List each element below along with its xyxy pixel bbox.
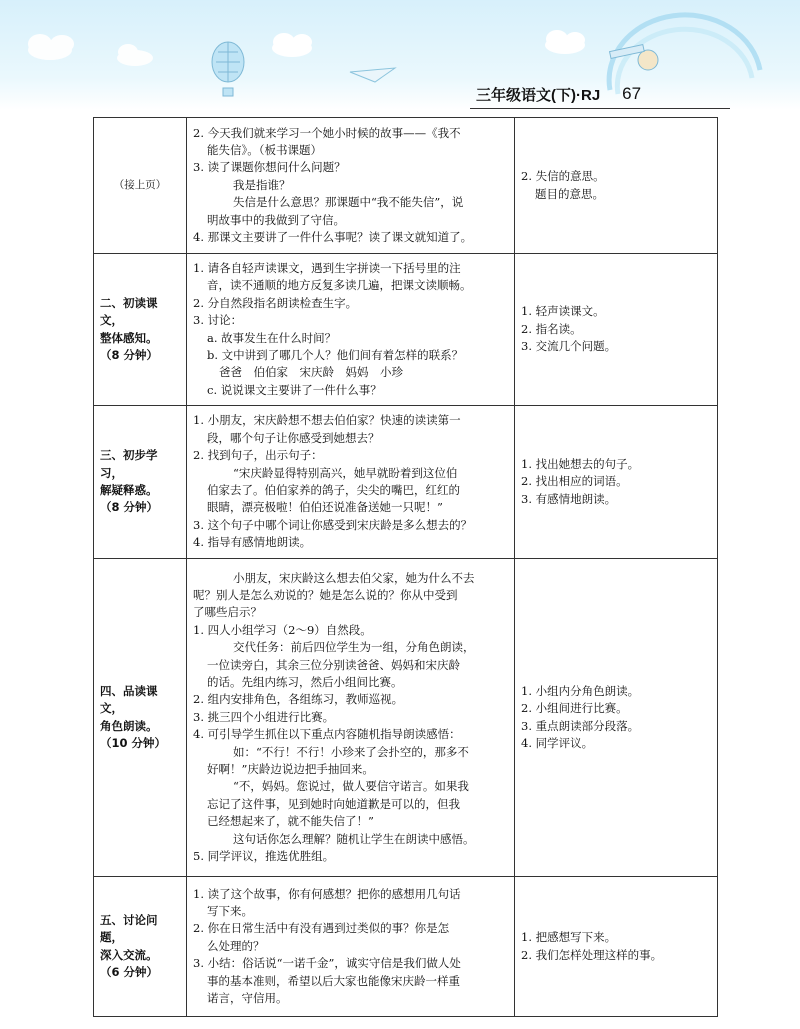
teaching-content-cell	[187, 559, 515, 877]
lesson-plan-table	[93, 117, 718, 1017]
activity-line: 4. 同学评议。	[521, 735, 594, 750]
content-line: 5. 同学评议，推选优胜组。	[193, 849, 335, 864]
activity-line: 2. 找出相应的词语。	[521, 474, 628, 489]
activity-line: 3. 重点朗读部分段落。	[521, 718, 640, 733]
stage-duration: （6 分钟）	[100, 964, 159, 979]
content-line: a. 故事发生在什么时间？	[207, 330, 337, 345]
table-row	[94, 254, 718, 406]
content-line: 么处理的？	[207, 938, 265, 953]
content-line: c. 说说课文主要讲了一件什么事？	[207, 382, 382, 397]
content-line: 4. 指导有感情地朗读。	[193, 535, 312, 550]
stage-title: 二、初读课文，	[100, 295, 158, 328]
table-row	[94, 118, 718, 254]
content-line: 忘记了这件事，见到她时向她道歉是可以的，但我	[207, 796, 460, 811]
table-row	[94, 406, 718, 559]
content-line: 我是指谁？	[233, 177, 291, 192]
teaching-content-cell	[187, 118, 515, 254]
activity-line: 2. 我们怎样处理这样的事。	[521, 947, 663, 962]
teaching-content-cell	[187, 254, 515, 406]
activity-line: 3. 交流几个问题。	[521, 339, 617, 354]
content-line: “不，妈妈。您说过，做人要信守诺言。如果我	[233, 779, 469, 794]
stage-cell	[94, 877, 187, 1017]
glider-plane-icon	[350, 68, 395, 82]
content-line: 3. 小结：俗话说“一诺千金”，诚实守信是我们做人处	[193, 956, 461, 971]
activity-line: 2. 小组间进行比赛。	[521, 701, 628, 716]
content-line: 4. 那课文主要讲了一件什么事呢？读了课文就知道了。	[193, 230, 473, 245]
activity-line: 1. 轻声读课文。	[521, 304, 605, 319]
cloud-left-icon	[28, 34, 74, 60]
content-line: 2. 分自然段指名朗读检查生字。	[193, 295, 358, 310]
content-line: 失信是什么意思？那课题中“我不能失信”，说	[233, 195, 464, 210]
student-activity-cell	[515, 406, 718, 559]
teaching-content-cell	[187, 406, 515, 559]
content-line: 了哪些启示？	[193, 605, 262, 620]
content-line: 2. 组内安排角色，各组练习，教师巡视。	[193, 692, 404, 707]
content-line: 眼睛，漂亮极啦！伯伯还说准备送她一只呢！”	[207, 500, 443, 515]
content-line: 这句话你怎么理解？随机让学生在朗读中感悟。	[233, 831, 475, 846]
content-line: 明故事中的我做到了守信。	[207, 212, 345, 227]
cloud-right-icon	[545, 30, 585, 54]
stage-subtitle: 角色朗读。	[100, 718, 158, 733]
content-line: 写下来。	[207, 903, 253, 918]
stage-subtitle: 解疑释惑。	[100, 483, 158, 497]
activity-line: 1. 找出她想去的句子。	[521, 456, 640, 471]
content-line: 1. 四人小组学习（2～9）自然段。	[193, 622, 372, 637]
content-line: 一位读旁白，其余三位分别读爸爸、妈妈和宋庆龄	[207, 657, 460, 672]
content-line: 3. 读了课题你想问什么问题？	[193, 160, 346, 175]
content-line: 爸爸 伯伯家 宋庆龄 妈妈 小珍	[219, 365, 403, 380]
activity-line: 题目的意思。	[535, 186, 604, 201]
teaching-content-cell	[187, 877, 515, 1017]
stage-label: （接上页）	[113, 178, 167, 191]
content-line: 段，哪个句子让你感受到她想去？	[207, 430, 380, 445]
stage-cell	[94, 254, 187, 406]
activity-line: 2. 失信的意思。	[521, 169, 605, 184]
cloud-mid-icon	[272, 33, 312, 57]
content-line: 的话。先组内练习，然后小组间比赛。	[207, 674, 403, 689]
activity-line: 1. 把感想写下来。	[521, 930, 617, 945]
activity-line: 2. 指名读。	[521, 321, 582, 336]
activity-line: 1. 小组内分角色朗读。	[521, 683, 640, 698]
content-line: 3. 讨论：	[193, 313, 243, 328]
stage-title: 五、讨论问题，	[100, 912, 158, 945]
student-activity-cell	[515, 559, 718, 877]
student-activity-cell	[515, 877, 718, 1017]
stage-cell	[94, 118, 187, 254]
table-row	[94, 559, 718, 877]
content-line: 好啊！”庆龄边说边把手抽回来。	[207, 762, 374, 777]
content-line: 事的基本准则，希望以后大家也能像宋庆龄一样重	[207, 973, 460, 988]
stage-duration: （8 分钟）	[100, 500, 159, 515]
content-line: 已经想起来了，就不能失信了！”	[207, 814, 374, 829]
content-line: 音，读不通顺的地方反复多读几遍，把课文读顺畅。	[207, 278, 472, 293]
content-line: 交代任务：前后四位学生为一组，分角色朗读，	[233, 640, 475, 655]
cloud-left2-icon	[117, 44, 153, 66]
content-line: 伯家去了。伯伯家养的鸽子，尖尖的嘴巴，红红的	[207, 483, 460, 497]
stage-title: 四、品读课文，	[100, 683, 158, 716]
content-line: 如：“不行！不行！小珍来了会扑空的，那多不	[233, 744, 469, 759]
content-line: 3. 这个句子中哪个词让你感受到宋庆龄是多么想去的？	[193, 517, 473, 532]
book-title: 三年级语文(下)·RJ	[476, 86, 601, 104]
content-line: 诺言，守信用。	[207, 991, 288, 1006]
page-header	[476, 80, 641, 108]
content-line: 1. 读了这个故事，你有何感想？把你的感想用几句话	[193, 886, 461, 901]
student-activity-cell	[515, 254, 718, 406]
table-row	[94, 877, 718, 1017]
stage-title: 三、初步学习，	[100, 448, 158, 480]
content-line: 1. 请各自轻声读课文，遇到生字拼读一下括号里的注	[193, 260, 461, 275]
stage-subtitle: 深入交流。	[100, 947, 158, 962]
page-number: 67	[622, 84, 642, 103]
content-line: 2. 找到句子，出示句子：	[193, 448, 323, 463]
stage-duration: （10 分钟）	[100, 735, 167, 750]
content-line: 小朋友，宋庆龄这么想去伯父家，她为什么不去	[233, 570, 475, 585]
content-line: b. 文中讲到了哪几个人？他们间有着怎样的联系？	[207, 347, 464, 362]
stage-duration: （8 分钟）	[100, 347, 159, 362]
content-line: 能失信》。（板书课题）	[207, 142, 322, 157]
content-line: 4. 可引导学生抓住以下重点内容随机指导朗读感悟：	[193, 727, 461, 742]
content-line: 2. 今天我们就来学习一个她小时候的故事——《我不	[193, 125, 461, 140]
stage-subtitle: 整体感知。	[100, 330, 158, 345]
header-divider	[470, 108, 730, 109]
content-line: 3. 挑三四个小组进行比赛。	[193, 709, 335, 724]
content-line: “宋庆龄显得特别高兴，她早就盼着到这位伯	[233, 465, 458, 480]
stage-cell	[94, 559, 187, 877]
activity-line: 3. 有感情地朗读。	[521, 491, 617, 506]
content-line: 2. 你在日常生活中有没有遇到过类似的事？你是怎	[193, 921, 450, 936]
decorative-clouds-illustration	[0, 0, 800, 112]
content-line: 1. 小朋友，宋庆龄想不想去伯伯家？快速的读读第一	[193, 413, 461, 428]
student-activity-cell	[515, 118, 718, 254]
hot-air-balloon-icon	[212, 42, 244, 96]
content-line: 呢？别人是怎么劝说的？她是怎么说的？你从中受到	[193, 587, 458, 602]
stage-cell	[94, 406, 187, 559]
